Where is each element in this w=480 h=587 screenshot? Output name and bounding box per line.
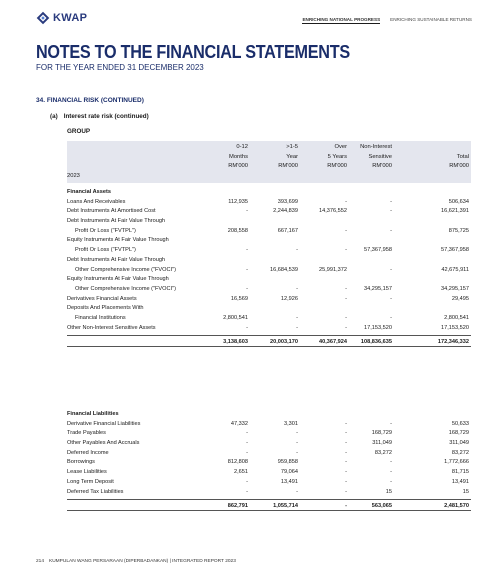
- row-label: Trade Payables: [67, 430, 106, 437]
- liabilities-total-cell: 1,055,714: [273, 503, 298, 510]
- row-value: -: [345, 227, 347, 234]
- subsection-heading: [50, 113, 149, 120]
- row-value: 14,376,552: [319, 208, 347, 215]
- row-label: Derivative Financial Liabilities: [67, 420, 141, 427]
- row-value: 168,729: [371, 430, 392, 437]
- table-row: [67, 420, 471, 430]
- row-value: 311,049: [372, 440, 392, 447]
- row-value: 29,495: [451, 295, 469, 302]
- row-label: Equity Instruments At Fair Value Through: [67, 276, 169, 283]
- table-row: [67, 227, 471, 237]
- row-value: -: [296, 440, 298, 447]
- liabilities-heading-row: [67, 410, 471, 420]
- row-value: 17,153,520: [441, 324, 469, 331]
- row-value: -: [345, 488, 347, 495]
- page-subtitle: FOR THE YEAR ENDED 31 DECEMBER 2023: [36, 63, 204, 72]
- page-number: 214: [36, 559, 45, 564]
- row-label: Debt Instruments At Amortised Cost: [67, 208, 156, 215]
- header-line1: 0-12: [236, 144, 248, 150]
- kwap-logo-icon: [36, 11, 50, 25]
- header-col-1-5-year: [258, 143, 298, 172]
- liabilities-total-cell: -: [345, 503, 347, 510]
- table-row: [67, 324, 471, 334]
- table-row: [67, 256, 471, 266]
- row-value: 16,684,539: [270, 266, 298, 273]
- row-value: -: [390, 459, 392, 466]
- row-value: -: [390, 469, 392, 476]
- table-row: [67, 207, 471, 217]
- header-line3: RM'000: [449, 163, 469, 170]
- table-row: [67, 275, 471, 285]
- row-value: -: [345, 314, 347, 321]
- assets-total-cell: 40,367,924: [319, 339, 347, 346]
- row-value: -: [390, 314, 392, 321]
- row-value: 34,295,157: [441, 285, 469, 292]
- row-value: 393,699: [277, 198, 298, 205]
- row-value: -: [246, 324, 248, 331]
- row-value: -: [246, 430, 248, 437]
- row-value: 25,991,372: [319, 266, 347, 273]
- row-label: Other Comprehensive Income ("FVOCI"): [75, 285, 176, 292]
- row-value: 875,725: [448, 227, 469, 234]
- assets-rows: [67, 198, 471, 334]
- table-row: [67, 285, 471, 295]
- table-row: [67, 236, 471, 246]
- row-value: -: [390, 295, 392, 302]
- row-value: 42,675,911: [441, 266, 469, 273]
- row-label: Other Non-Interest Sensitive Assets: [67, 324, 156, 331]
- row-value: -: [246, 478, 248, 485]
- liabilities-total-cell: 862,791: [227, 503, 248, 510]
- table-row: [67, 246, 471, 256]
- row-value: -: [246, 440, 248, 447]
- header-line2: Months: [228, 153, 248, 160]
- row-value: 168,729: [448, 430, 469, 437]
- financial-assets-table: [67, 188, 471, 347]
- row-value: -: [390, 420, 392, 427]
- row-label: Deferred Income: [67, 449, 109, 456]
- row-label: Derivatives Financial Assets: [67, 295, 137, 302]
- row-value: 16,621,391: [441, 208, 469, 215]
- row-label: Loans And Receivables: [67, 198, 126, 205]
- row-value: -: [296, 314, 298, 321]
- row-label: Profit Or Loss ("FVTPL"): [75, 247, 136, 254]
- header-line2: Year: [286, 153, 298, 160]
- assets-total-cell: 172,346,332: [437, 339, 469, 346]
- header-line3: RM'000: [327, 163, 347, 170]
- page-footer: [36, 559, 236, 564]
- row-label: Deposits And Placements With: [67, 305, 144, 312]
- header-col-total: [425, 143, 469, 172]
- header-line2: Sensitive: [368, 153, 392, 160]
- assets-total-cell: 108,836,635: [360, 339, 392, 346]
- row-label: Borrowings: [67, 459, 95, 466]
- assets-total-row: [67, 335, 471, 347]
- subsection-label: Interest rate risk (continued): [63, 113, 149, 120]
- logo-text: KWAP: [53, 12, 88, 24]
- header-line3: RM'000: [278, 163, 298, 170]
- row-label: Profit Or Loss ("FVTPL"): [75, 227, 136, 234]
- row-value: -: [390, 478, 392, 485]
- row-value: -: [296, 488, 298, 495]
- row-value: 50,633: [451, 420, 469, 427]
- row-value: 2,651: [234, 469, 248, 476]
- header-line1: Non-Interest: [360, 144, 392, 150]
- row-value: 34,295,157: [364, 285, 392, 292]
- row-label: Debt Instruments At Fair Value Through: [67, 218, 166, 225]
- row-value: -: [345, 449, 347, 456]
- assets-heading-row: [67, 188, 471, 198]
- row-value: 112,935: [228, 198, 248, 205]
- row-value: -: [246, 247, 248, 254]
- row-value: 3,301: [284, 420, 298, 427]
- row-value: -: [345, 478, 347, 485]
- row-label: Debt Instruments At Fair Value Through: [67, 256, 166, 263]
- header-col-non-interest-sensitive: [340, 143, 392, 172]
- row-value: -: [246, 266, 248, 273]
- table-row: [67, 458, 471, 468]
- row-value: -: [390, 266, 392, 273]
- group-label: GROUP: [67, 128, 91, 135]
- row-value: -: [345, 324, 347, 331]
- table-row: [67, 198, 471, 208]
- row-value: 83,272: [451, 449, 469, 456]
- row-value: 311,049: [449, 440, 469, 447]
- subsection-letter: (a): [50, 113, 58, 120]
- row-value: 15: [385, 488, 392, 495]
- row-value: 17,153,520: [364, 324, 392, 331]
- header-line1: >1-5: [286, 144, 298, 150]
- row-value: -: [246, 285, 248, 292]
- section-heading: 34. FINANCIAL RISK (CONTINUED): [36, 97, 144, 104]
- row-value: -: [345, 295, 347, 302]
- row-label: Long Term Deposit: [67, 478, 114, 485]
- row-value: 79,064: [280, 469, 298, 476]
- liabilities-rows: [67, 420, 471, 498]
- row-value: 81,715: [451, 469, 469, 476]
- row-value: -: [296, 430, 298, 437]
- liabilities-heading: Financial Liabilities: [67, 411, 119, 417]
- row-value: 13,491: [280, 478, 298, 485]
- row-label: Equity Instruments At Fair Value Through: [67, 237, 169, 244]
- row-value: 57,367,958: [441, 247, 469, 254]
- row-value: -: [296, 247, 298, 254]
- table-row: [67, 429, 471, 439]
- row-value: -: [345, 430, 347, 437]
- row-value: 2,800,541: [223, 314, 248, 321]
- row-value: 16,569: [230, 295, 248, 302]
- nav-enriching-national-progress[interactable]: ENRICHING NATIONAL PROGRESS: [302, 17, 381, 22]
- table-row: [67, 217, 471, 227]
- header-line2: Total: [456, 153, 469, 160]
- table-row: [67, 304, 471, 314]
- table-row: [67, 488, 471, 498]
- row-value: -: [345, 420, 347, 427]
- row-value: -: [345, 247, 347, 254]
- row-value: 2,244,839: [273, 208, 298, 215]
- row-value: 57,367,958: [364, 247, 392, 254]
- row-value: 13,491: [451, 478, 469, 485]
- row-value: -: [246, 449, 248, 456]
- top-navigation: [302, 17, 472, 24]
- header-line3: RM'000: [228, 163, 248, 170]
- row-value: 12,926: [280, 295, 298, 302]
- row-value: 208,558: [227, 227, 248, 234]
- header-line1: Over: [334, 144, 347, 150]
- row-label: Other Comprehensive Income ("FVOCI"): [75, 266, 176, 273]
- table-row: [67, 468, 471, 478]
- kwap-logo: [36, 11, 87, 25]
- row-value: -: [296, 449, 298, 456]
- table-row: [67, 439, 471, 449]
- header-line3: RM'000: [372, 163, 392, 170]
- assets-total-cell: 3,138,603: [223, 339, 248, 346]
- row-value: -: [345, 440, 347, 447]
- nav-enriching-sustainable-returns[interactable]: ENRICHING SUSTAINABLE RETURNS: [390, 17, 472, 22]
- table-row: [67, 266, 471, 276]
- row-value: 959,858: [277, 459, 298, 466]
- liabilities-total-cell: 563,065: [371, 503, 392, 510]
- header-line1: [425, 143, 469, 153]
- header-year: 2023: [67, 173, 80, 179]
- header-line2: 5 Years: [327, 153, 347, 160]
- row-label: Deferred Tax Liabilities: [67, 488, 124, 495]
- footer-text: KUMPULAN WANG PERSARAAN (DIPERBADANKAN) | INTEGRATED REPORT 2023: [49, 559, 236, 564]
- row-value: -: [345, 459, 347, 466]
- assets-heading: Financial Assets: [67, 189, 111, 195]
- row-label: Lease Liabilities: [67, 469, 107, 476]
- row-value: -: [246, 488, 248, 495]
- row-label: Financial Institutions: [75, 314, 126, 321]
- row-value: 47,332: [230, 420, 248, 427]
- row-value: -: [246, 208, 248, 215]
- row-value: -: [390, 227, 392, 234]
- page-title: NOTES TO THE FINANCIAL STATEMENTS: [36, 42, 350, 62]
- row-value: -: [296, 285, 298, 292]
- row-value: -: [345, 285, 347, 292]
- row-value: 1,772,666: [444, 459, 469, 466]
- assets-total-cell: 20,003,170: [270, 339, 298, 346]
- row-value: 812,808: [227, 459, 248, 466]
- row-value: 667,167: [277, 227, 298, 234]
- row-value: -: [345, 469, 347, 476]
- header-col-0-12-months: [212, 143, 248, 172]
- row-value: 15: [462, 488, 469, 495]
- row-value: -: [296, 324, 298, 331]
- liabilities-total-row: [67, 499, 471, 511]
- row-value: -: [390, 198, 392, 205]
- table-row: [67, 478, 471, 488]
- row-value: 83,272: [374, 449, 392, 456]
- table-row: [67, 295, 471, 305]
- table-row: [67, 314, 471, 324]
- row-value: 506,634: [448, 198, 469, 205]
- row-label: Other Payables And Accruals: [67, 440, 140, 447]
- table-row: [67, 449, 471, 459]
- row-value: 2,800,541: [444, 314, 469, 321]
- liabilities-total-cell: 2,481,570: [444, 503, 469, 510]
- financial-liabilities-table: [67, 410, 471, 511]
- row-value: -: [345, 198, 347, 205]
- row-value: -: [390, 208, 392, 215]
